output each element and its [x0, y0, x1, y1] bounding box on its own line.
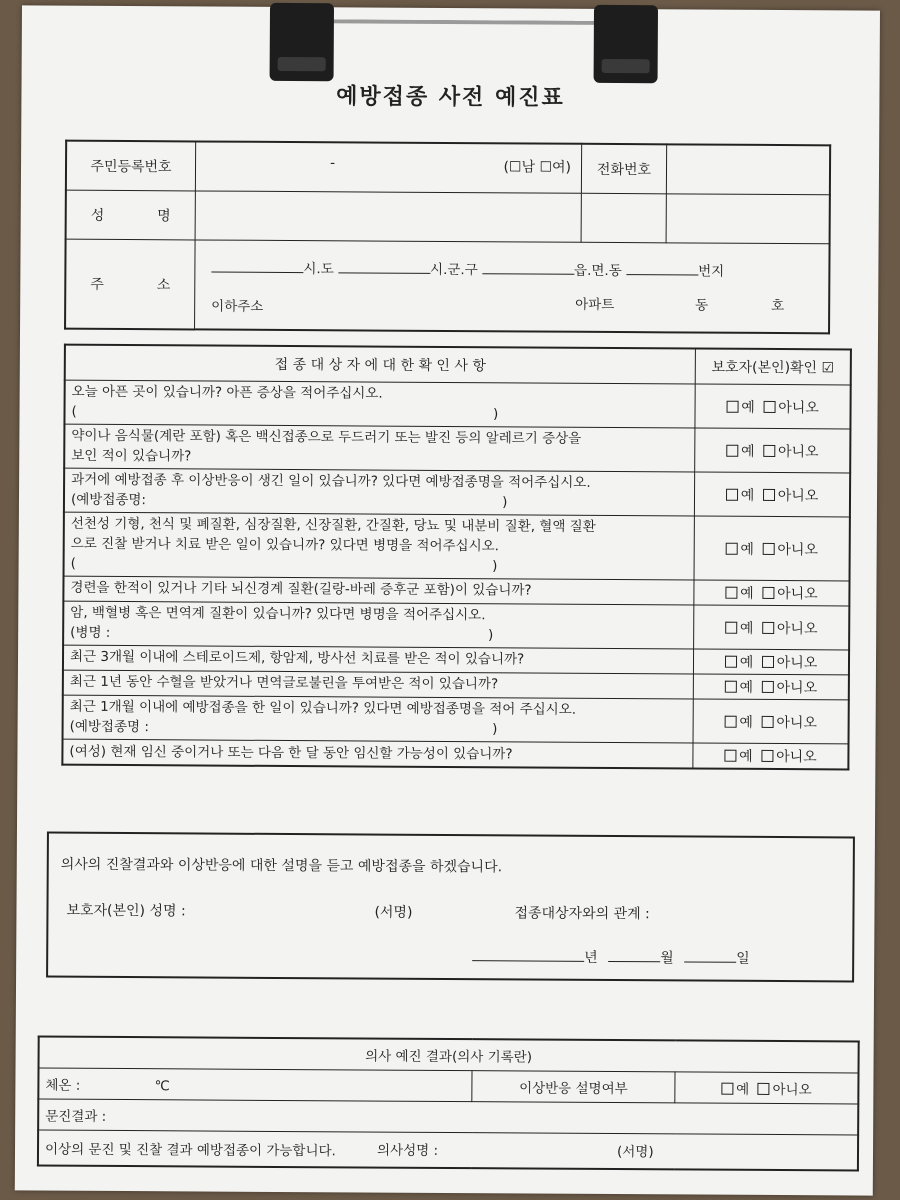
question-row	[62, 739, 848, 769]
no-label: 아니오	[776, 680, 818, 697]
question-text	[63, 576, 694, 605]
question-line: (병명 : )	[70, 624, 494, 643]
rrn-dash: -	[330, 155, 336, 172]
yes-checkbox[interactable]	[725, 587, 737, 599]
question-line: 최근 1개월 이내에 예방접종을 한 일이 있습니까? 있다면 예방접종명을 적어 주십시오.	[69, 698, 577, 718]
no-label: 아니오	[776, 749, 817, 766]
question-text	[64, 468, 695, 516]
rrn-label: 주민등록번호	[66, 141, 196, 191]
question-row	[63, 601, 849, 650]
question-line: 약이나 음식물(계란 포함) 혹은 백신접종으로 두드러기 또는 발진 등의 알레르기 증상을	[71, 427, 582, 447]
answer-choice[interactable]	[693, 649, 849, 675]
question-line: (여성) 현재 임신 중이거나 또는 다음 한 달 동안 임신할 가능성이 있습니까?	[69, 743, 513, 762]
no-label: 아니오	[777, 487, 819, 505]
yes-label: 예	[741, 399, 755, 416]
question-line: 으로 진찰 받거나 치료 받은 일이 있습니까? 있다면 병명을 적어주십시오.	[70, 535, 500, 555]
question-row	[64, 380, 850, 429]
no-checkbox[interactable]	[762, 543, 774, 555]
yes-label: 예	[740, 585, 754, 602]
question-text	[64, 380, 695, 428]
question-line: (예방접종명: )	[70, 491, 508, 511]
phone-field[interactable]	[666, 144, 830, 194]
no-label: 아니오	[777, 541, 819, 558]
question-text	[63, 695, 694, 743]
personal-info-table	[64, 140, 831, 335]
question-text	[64, 513, 695, 581]
form-paper	[15, 5, 880, 1195]
no-checkbox[interactable]	[763, 489, 775, 501]
question-text	[64, 424, 695, 472]
question-line: 최근 3개월 이내에 스테로이드제, 항암제, 방사선 치료를 받은 적이 있습니까?	[69, 649, 525, 668]
doctor-record-title: 의사 예진 결과(의사 기록란)	[39, 1037, 859, 1074]
no-checkbox[interactable]	[762, 622, 774, 634]
guardian-name-label: 보호자(본인) 성명 :	[66, 902, 186, 920]
no-label: 아니오	[777, 443, 819, 460]
phone-field-2[interactable]	[581, 193, 666, 243]
question-text	[63, 670, 694, 699]
yes-checkbox[interactable]	[724, 750, 736, 762]
no-label: 아니오	[776, 655, 818, 672]
doctor-signature[interactable]: (서명)	[616, 1144, 654, 1161]
yes-checkbox[interactable]	[725, 681, 737, 693]
yes-checkbox[interactable]	[725, 656, 737, 668]
no-checkbox[interactable]	[761, 716, 773, 728]
yes-label: 예	[739, 654, 754, 672]
yes-checkbox[interactable]	[726, 444, 738, 456]
answer-choice[interactable]	[694, 580, 850, 606]
address-dong-label: 동	[695, 297, 709, 314]
yes-label: 예	[739, 620, 754, 637]
no-checkbox[interactable]	[763, 400, 775, 412]
question-line: 최근 1년 동안 수혈을 받았거나 면역글로불린을 투여받은 적이 있습니까?	[69, 674, 499, 693]
answer-choice[interactable]	[694, 472, 850, 517]
yes-label: 예	[739, 679, 754, 697]
answer-choice[interactable]	[694, 605, 850, 650]
yes-label: 예	[740, 443, 755, 460]
question-line: 오늘 아픈 곳이 있습니까? 아픈 증상을 적어주십시오.	[71, 383, 383, 402]
date-field[interactable]: 년 월 일	[472, 946, 750, 968]
yes-checkbox[interactable]	[725, 621, 737, 633]
no-checkbox[interactable]	[762, 656, 774, 668]
no-checkbox[interactable]	[762, 587, 774, 599]
yes-label: 예	[739, 749, 753, 766]
exam-result-field[interactable]: 문진결과 :	[38, 1099, 858, 1135]
checklist-header: 접 종 대 상 자 에 대 한 확 인 사 항	[65, 345, 696, 384]
name-label: 성 명	[66, 190, 196, 240]
gender-choice[interactable]: (☐남 ☐여)	[503, 159, 572, 176]
no-label: 아니오	[777, 586, 818, 603]
address-rest-label: 이하주소	[211, 298, 264, 315]
approval-text: 이상의 문진 및 진찰 결과 예방접종이 가능합니다.	[44, 1141, 336, 1160]
question-text	[63, 645, 694, 674]
doctor-name-label: 의사성명 :	[376, 1142, 439, 1159]
no-label: 아니오	[776, 620, 818, 637]
no-checkbox[interactable]	[763, 445, 775, 457]
consent-statement: 의사의 진찰결과와 이상반응에 대한 설명을 듣고 예방접종을 하겠습니다.	[60, 856, 503, 876]
phone-field-3[interactable]	[666, 194, 830, 244]
no-checkbox[interactable]	[761, 750, 773, 762]
guardian-signature[interactable]: (서명)	[374, 904, 413, 921]
question-row	[64, 513, 850, 581]
screening-checklist	[61, 344, 852, 771]
question-text	[63, 601, 694, 649]
form-title: 예방접종 사전 예진표	[336, 84, 565, 111]
relation-label: 접종대상자와의 관계 :	[514, 905, 650, 923]
reaction-explained-choice[interactable]: 예 아니오	[675, 1072, 859, 1104]
question-line: ( )	[71, 403, 499, 422]
address-apt-label: 아파트	[575, 296, 615, 314]
reaction-explained-label: 이상반응 설명여부	[472, 1071, 675, 1103]
answer-choice[interactable]	[695, 428, 851, 473]
question-row	[64, 468, 850, 517]
yes-label: 예	[740, 541, 754, 558]
address-field[interactable]: 시.도 시.군.구 읍.면.동 번지 이하주소 아파트 동 호	[195, 240, 830, 333]
yes-checkbox[interactable]	[724, 715, 736, 727]
answer-choice[interactable]	[693, 699, 849, 744]
phone-label: 전화번호	[581, 144, 666, 194]
yes-checkbox[interactable]	[725, 542, 737, 554]
clipboard-clip	[270, 3, 658, 87]
yes-label: 예	[740, 487, 755, 504]
address-label: 주 소	[65, 239, 195, 329]
answer-choice[interactable]	[693, 743, 849, 769]
no-label: 아니오	[778, 399, 819, 416]
temperature-unit: ℃	[154, 1078, 170, 1095]
consent-box	[46, 832, 855, 983]
answer-choice[interactable]	[694, 516, 850, 581]
checklist-confirm-header: 보호자(본인)확인 ☑	[695, 348, 851, 384]
question-row	[63, 695, 849, 744]
yes-label: 예	[739, 714, 753, 731]
address-ho-label: 호	[771, 297, 785, 315]
question-line: 과거에 예방접종 후 이상반응이 생긴 일이 있습니까? 있다면 예방접종명을 적어주십시오.	[71, 471, 591, 492]
approval-row	[38, 1130, 858, 1171]
question-line: 보인 적이 있습니까?	[71, 447, 192, 465]
question-text	[62, 739, 693, 768]
question-row	[64, 424, 850, 473]
question-line: 경련을 한적이 있거나 기타 뇌신경계 질환(길랑-바레 증후군 포함)이 있습니까?	[70, 579, 532, 599]
question-line: 암, 백혈병 혹은 면역계 질환이 있습니까? 있다면 병명을 적어주십시오.	[70, 604, 486, 624]
doctor-record-table	[37, 1035, 860, 1171]
question-line: (예방접종명 : )	[69, 718, 498, 738]
answer-choice[interactable]	[695, 384, 851, 429]
no-checkbox[interactable]	[762, 681, 774, 693]
yes-checkbox[interactable]	[726, 400, 738, 412]
temperature-field[interactable]: 체온 : ℃	[38, 1068, 472, 1102]
answer-choice[interactable]	[693, 674, 849, 700]
no-label: 아니오	[776, 714, 817, 731]
name-field[interactable]	[195, 191, 581, 242]
question-line: ( )	[70, 555, 498, 574]
rrn-field[interactable]	[195, 141, 581, 193]
yes-checkbox[interactable]	[726, 489, 738, 501]
question-line: 선천성 기형, 천식 및 폐질환, 심장질환, 신장질환, 간질환, 당뇨 및 내분비 질환, 혈액 질환	[70, 516, 596, 536]
